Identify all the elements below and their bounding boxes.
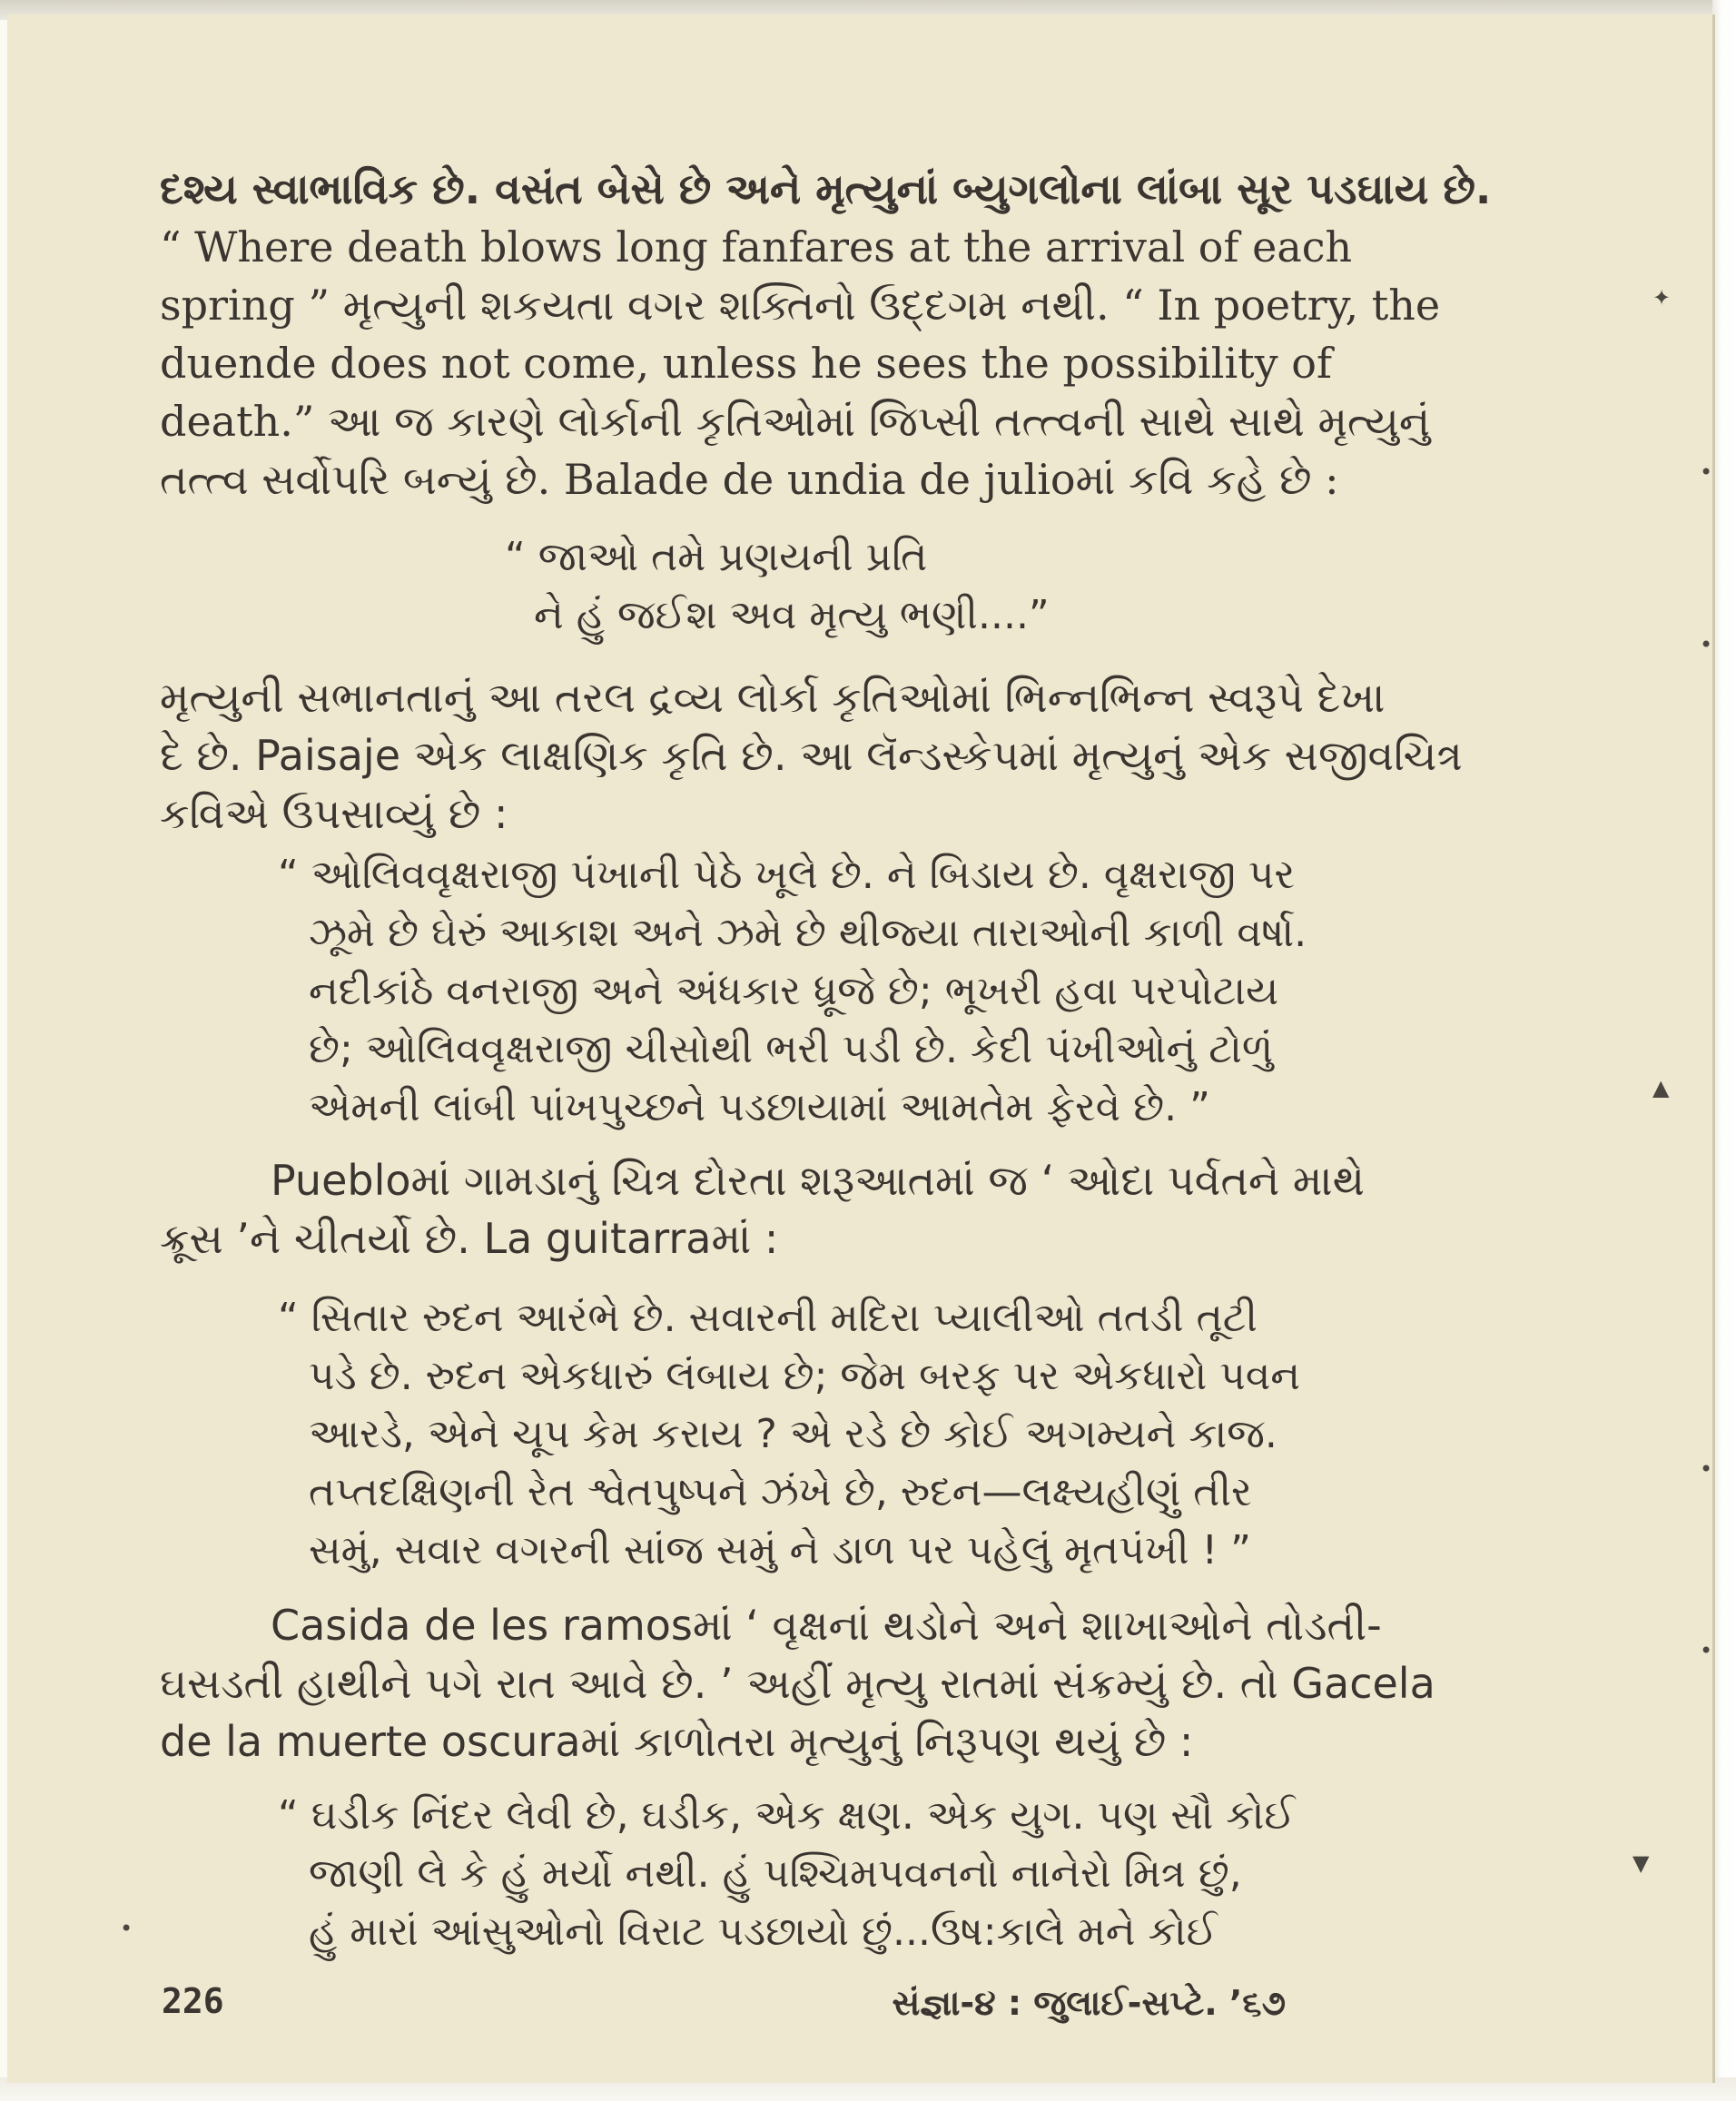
body-line: de la muerte oscuraમાં કાળોતરા મૃત્યુનું નિરૂપણ થયું છે :	[160, 1717, 1194, 1766]
pin-mark-icon: ✦	[1652, 285, 1672, 311]
page-number: 226	[162, 1981, 224, 2021]
pin-mark-icon: ▲	[1652, 1075, 1670, 1100]
body-line: duende does not come, unless he sees the possibility of	[160, 339, 1332, 388]
running-footer: સંજ્ઞા-૪ : જુલાઈ-સપ્ટે. ’૬૭	[892, 1983, 1286, 2023]
body-line: તત્ત્વ સર્વોપરિ બન્યું છે. Balade de undia de julioમાં કવિ કહે છે :	[160, 455, 1339, 504]
body-line: Casida de les ramosમાં ‘ વૃક્ષનાં થડોને અને શાખાઓને તોડતી-	[271, 1601, 1382, 1650]
quote-line: “ સિતાર રુદન આરંભે છે. સવારની મદિરા પ્યાલીઓ તતડી તૂટી	[278, 1295, 1258, 1341]
quote-line: “ ઓલિવવૃક્ષરાજી પંખાની પેઠે ખૂલે છે. ને બિડાય છે. વૃક્ષરાજી પર	[278, 852, 1296, 898]
pin-mark-icon: •	[1700, 1456, 1713, 1482]
body-line: death.” આ જ કારણે લોર્કાની કૃતિઓમાં જિપ્સી તત્ત્વની સાથે સાથે મૃત્યુનું	[160, 397, 1431, 446]
pin-mark-icon: ▼	[1632, 1850, 1650, 1876]
body-line: દે છે. Paisaje એક લાક્ષણિક કૃતિ છે. આ લૅન્ડસ્કેપમાં મૃત્યુનું એક સજીવચિત્ર	[160, 731, 1463, 780]
body-line: Puebloમાં ગામડાનું ચિત્ર દોરતા શરૂઆતમાં જ ‘ ઓદા પર્વતને માથે	[271, 1156, 1365, 1205]
body-line: ઘસડતી હાથીને પગે રાત આવે છે. ’ અહીં મૃત્યુ રાતમાં સંક્રમ્યું છે. તો Gacela	[160, 1659, 1435, 1708]
body-line: “ Where death blows long fanfares at the arrival of each	[160, 222, 1353, 271]
quote-line: એમની લાંબી પાંખપુચ્છને પડછાયામાં આમતેમ ફેરવે છે. ”	[309, 1084, 1210, 1130]
quote-line: “ ઘડીક નિંદર લેવી છે, ઘડીક, એક ક્ષણ. એક યુગ. પણ સૌ કોઈ	[278, 1792, 1296, 1839]
body-line: spring ” મૃત્યુની શકયતા વગર શક્તિનો ઉદ્દગમ નથી. “ In poetry, the	[160, 281, 1441, 330]
body-line: દશ્ય સ્વાભાવિક છે. વસંત બેસે છે અને મૃત્યુનાં બ્યુગલોના લાંબા સૂર પડઘાય છે.	[160, 164, 1492, 213]
quote-line: જાણી લે કે હું મર્યો નથી. હું પશ્ચિમપવનનો નાનેરો મિત્ર છું,	[309, 1850, 1242, 1897]
body-line: મૃત્યુની સભાનતાનું આ તરલ દ્રવ્ય લોર્કા કૃતિઓમાં ભિન્નભિન્ન સ્વરૂપે દેખા	[160, 673, 1386, 722]
scan-edge-right	[1712, 0, 1736, 2101]
quote-line: પડે છે. રુદન એકધારું લંબાય છે; જેમ બરફ પર એકધારો પવન	[309, 1353, 1301, 1399]
book-page	[7, 15, 1715, 2083]
poem-line: ને હું જઈશ અવ મૃત્યુ ભણી....”	[534, 592, 1050, 638]
pin-mark-icon: •	[120, 1916, 133, 1941]
pin-mark-icon: •	[1700, 459, 1713, 485]
quote-line: ઝૂમે છે ઘેરું આકાશ અને ઝમે છે થીજ્યા તારાઓની કાળી વર્ષા.	[309, 910, 1307, 956]
pin-mark-icon: •	[1700, 1638, 1713, 1663]
quote-line: સમું, સવાર વગરની સાંજ સમું ને ડાળ પર પહેલું મૃતપંખી ! ”	[309, 1527, 1251, 1573]
quote-line: નદીકાંઠે વનરાજી અને અંધકાર ધ્રૂજે છે; ભૂખરી હવા પરપોટાય	[309, 968, 1279, 1014]
poem-line: “ જાઓ તમે પ્રણયની પ્રતિ	[505, 534, 928, 580]
quote-line: હું મારાં આંસુઓનો વિરાટ પડછાયો છું...ઉષ:કાલે મને કોઈ	[309, 1909, 1218, 1955]
quote-line: છે; ઓલિવવૃક્ષરાજી ચીસોથી ભરી પડી છે. કેદી પંખીઓનું ટોળું	[309, 1026, 1274, 1072]
body-line: ક્રૂસ ’ને ચીતર્યો છે. La guitarraમાં :	[160, 1214, 779, 1263]
pin-mark-icon: •	[1700, 632, 1713, 657]
body-line: કવિએ ઉપસાવ્યું છે :	[160, 789, 508, 838]
quote-line: તપ્તદક્ષિણની રેત શ્વેતપુષ્પને ઝંખે છે, રુદન—લક્ષ્યહીણું તીર	[309, 1469, 1252, 1515]
quote-line: આરડે, એને ચૂપ કેમ કરાય ? એ રડે છે કોઈ અગમ્યને કાજ.	[309, 1411, 1277, 1457]
